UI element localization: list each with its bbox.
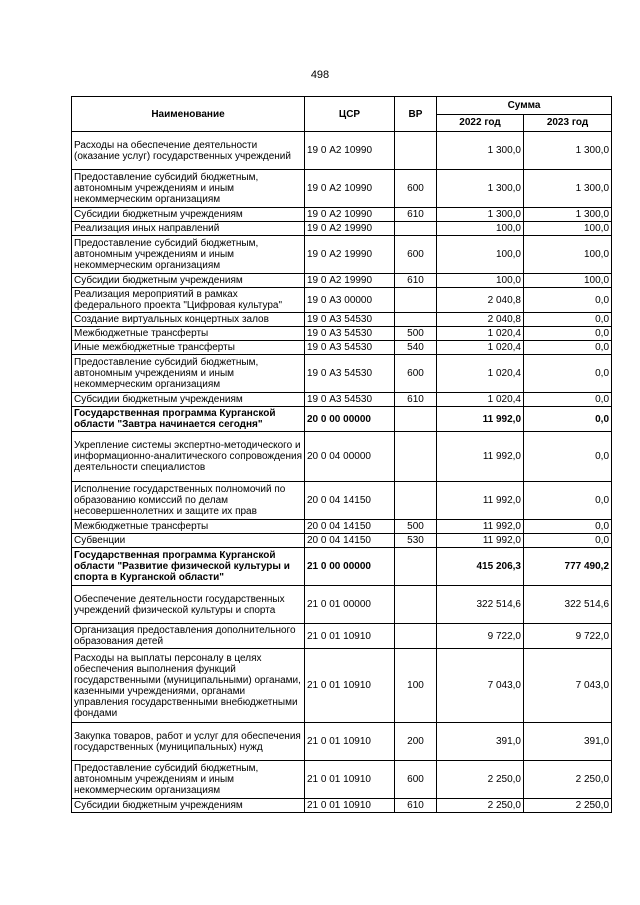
cell-2023: 0,0	[524, 341, 612, 355]
cell-vr	[395, 432, 437, 482]
cell-2022: 100,0	[437, 274, 524, 288]
cell-2022: 100,0	[437, 236, 524, 274]
header-csr: ЦСР	[305, 97, 395, 132]
table-row	[72, 432, 612, 482]
cell-2023: 1 300,0	[524, 170, 612, 208]
cell-name: Предоставление субсидий бюджетным, автономным учреждениям и иным некоммерческим организациям	[72, 761, 305, 799]
cell-2023: 2 250,0	[524, 799, 612, 813]
cell-2023: 1 300,0	[524, 208, 612, 222]
cell-csr: 19 0 А2 19990	[305, 236, 395, 274]
cell-vr	[395, 407, 437, 432]
table-row	[72, 393, 612, 407]
cell-2023: 1 300,0	[524, 132, 612, 170]
cell-name: Укрепление системы экспертно-методического и информационно-аналитического сопровождения деятельности специалистов	[72, 432, 305, 482]
cell-vr: 610	[395, 799, 437, 813]
cell-vr: 100	[395, 649, 437, 723]
header-name: Наименование	[72, 97, 305, 132]
table-row	[72, 723, 612, 761]
cell-name: Расходы на обеспечение деятельности (оказание услуг) государственных учреждений	[72, 132, 305, 170]
table-row	[72, 649, 612, 723]
table-row	[72, 799, 612, 813]
cell-2022: 1 020,4	[437, 341, 524, 355]
cell-2022: 2 250,0	[437, 799, 524, 813]
cell-name: Предоставление субсидий бюджетным, автономным учреждениям и иным некоммерческим организациям	[72, 170, 305, 208]
cell-csr: 21 0 00 00000	[305, 548, 395, 586]
cell-2022: 1 020,4	[437, 393, 524, 407]
cell-2022: 1 020,4	[437, 355, 524, 393]
cell-vr: 500	[395, 327, 437, 341]
cell-csr: 19 0 А3 54530	[305, 327, 395, 341]
cell-2022: 1 300,0	[437, 132, 524, 170]
cell-csr: 20 0 04 14150	[305, 534, 395, 548]
cell-csr: 19 0 А3 54530	[305, 341, 395, 355]
cell-name: Предоставление субсидий бюджетным, автономным учреждениям и иным некоммерческим организациям	[72, 355, 305, 393]
cell-csr: 21 0 01 10910	[305, 649, 395, 723]
cell-csr: 21 0 01 10910	[305, 799, 395, 813]
header-vr: ВР	[395, 97, 437, 132]
cell-csr: 19 0 А2 10990	[305, 170, 395, 208]
table-row	[72, 341, 612, 355]
cell-name: Субсидии бюджетным учреждениям	[72, 799, 305, 813]
table-row	[72, 761, 612, 799]
cell-2023: 100,0	[524, 222, 612, 236]
header-year-2022: 2022 год	[437, 114, 524, 132]
cell-2023: 0,0	[524, 482, 612, 520]
cell-2023: 0,0	[524, 355, 612, 393]
cell-2022: 9 722,0	[437, 624, 524, 649]
cell-vr	[395, 313, 437, 327]
cell-2023: 0,0	[524, 288, 612, 313]
table-row	[72, 132, 612, 170]
table-row	[72, 548, 612, 586]
cell-2022: 11 992,0	[437, 520, 524, 534]
table-row	[72, 534, 612, 548]
cell-2023: 777 490,2	[524, 548, 612, 586]
cell-vr: 530	[395, 534, 437, 548]
table-row	[72, 355, 612, 393]
table-row	[72, 407, 612, 432]
cell-vr: 610	[395, 208, 437, 222]
cell-2022: 11 992,0	[437, 534, 524, 548]
cell-csr: 20 0 04 14150	[305, 482, 395, 520]
cell-2023: 0,0	[524, 534, 612, 548]
cell-2023: 9 722,0	[524, 624, 612, 649]
cell-name: Государственная программа Курганской области "Завтра начинается сегодня"	[72, 407, 305, 432]
cell-2022: 11 992,0	[437, 407, 524, 432]
cell-2022: 415 206,3	[437, 548, 524, 586]
cell-name: Обеспечение деятельности государственных учреждений физической культуры и спорта	[72, 586, 305, 624]
cell-csr: 21 0 01 10910	[305, 624, 395, 649]
cell-vr	[395, 548, 437, 586]
cell-2022: 2 250,0	[437, 761, 524, 799]
cell-2023: 0,0	[524, 327, 612, 341]
cell-csr: 20 0 00 00000	[305, 407, 395, 432]
cell-2022: 322 514,6	[437, 586, 524, 624]
cell-csr: 21 0 01 10910	[305, 761, 395, 799]
cell-vr: 500	[395, 520, 437, 534]
cell-name: Субсидии бюджетным учреждениям	[72, 274, 305, 288]
cell-2022: 11 992,0	[437, 482, 524, 520]
cell-vr	[395, 132, 437, 170]
table-row	[72, 274, 612, 288]
cell-vr: 600	[395, 170, 437, 208]
cell-vr	[395, 586, 437, 624]
cell-2023: 391,0	[524, 723, 612, 761]
cell-2022: 1 020,4	[437, 327, 524, 341]
cell-2022: 2 040,8	[437, 313, 524, 327]
cell-name: Организация предоставления дополнительного образования детей	[72, 624, 305, 649]
cell-csr: 19 0 А2 10990	[305, 132, 395, 170]
cell-csr: 21 0 01 00000	[305, 586, 395, 624]
cell-2023: 100,0	[524, 236, 612, 274]
cell-name: Межбюджетные трансферты	[72, 520, 305, 534]
budget-table	[71, 96, 612, 813]
cell-name: Субвенции	[72, 534, 305, 548]
cell-csr: 20 0 04 14150	[305, 520, 395, 534]
cell-name: Государственная программа Курганской области "Развитие физической культуры и спорта в Курганской области"	[72, 548, 305, 586]
cell-2022: 2 040,8	[437, 288, 524, 313]
table-body	[72, 132, 612, 813]
cell-csr: 19 0 А2 19990	[305, 274, 395, 288]
header-sum: Сумма	[437, 97, 612, 115]
page-number: 498	[310, 69, 330, 81]
cell-vr: 540	[395, 341, 437, 355]
table-row	[72, 624, 612, 649]
cell-name: Межбюджетные трансферты	[72, 327, 305, 341]
header-year-2023: 2023 год	[524, 114, 612, 132]
cell-name: Иные межбюджетные трансферты	[72, 341, 305, 355]
cell-vr: 200	[395, 723, 437, 761]
cell-name: Создание виртуальных концертных залов	[72, 313, 305, 327]
cell-2022: 1 300,0	[437, 208, 524, 222]
table-row	[72, 288, 612, 313]
cell-name: Предоставление субсидий бюджетным, автономным учреждениям и иным некоммерческим организациям	[72, 236, 305, 274]
table-row	[72, 520, 612, 534]
cell-csr: 21 0 01 10910	[305, 723, 395, 761]
cell-vr: 610	[395, 393, 437, 407]
cell-vr	[395, 222, 437, 236]
cell-2023: 2 250,0	[524, 761, 612, 799]
cell-vr: 600	[395, 236, 437, 274]
table-row	[72, 222, 612, 236]
table-row	[72, 313, 612, 327]
cell-2023: 322 514,6	[524, 586, 612, 624]
cell-csr: 19 0 А3 00000	[305, 288, 395, 313]
cell-vr	[395, 288, 437, 313]
cell-name: Исполнение государственных полномочий по образованию комиссий по делам несовершеннолетних и защите их прав	[72, 482, 305, 520]
cell-csr: 20 0 04 00000	[305, 432, 395, 482]
table-row	[72, 170, 612, 208]
cell-name: Реализация иных направлений	[72, 222, 305, 236]
cell-csr: 19 0 А3 54530	[305, 355, 395, 393]
cell-csr: 19 0 А3 54530	[305, 393, 395, 407]
cell-name: Субсидии бюджетным учреждениям	[72, 393, 305, 407]
cell-csr: 19 0 А3 54530	[305, 313, 395, 327]
cell-csr: 19 0 А2 10990	[305, 208, 395, 222]
cell-2022: 391,0	[437, 723, 524, 761]
cell-2023: 0,0	[524, 432, 612, 482]
table-row	[72, 208, 612, 222]
cell-2023: 100,0	[524, 274, 612, 288]
cell-name: Закупка товаров, работ и услуг для обеспечения государственных (муниципальных) нужд	[72, 723, 305, 761]
cell-vr: 600	[395, 355, 437, 393]
cell-2023: 0,0	[524, 520, 612, 534]
cell-vr: 600	[395, 761, 437, 799]
cell-2023: 7 043,0	[524, 649, 612, 723]
cell-csr: 19 0 А2 19990	[305, 222, 395, 236]
cell-2022: 11 992,0	[437, 432, 524, 482]
cell-name: Реализация мероприятий в рамках федерального проекта "Цифровая культура"	[72, 288, 305, 313]
table-row	[72, 327, 612, 341]
cell-2022: 7 043,0	[437, 649, 524, 723]
cell-2022: 1 300,0	[437, 170, 524, 208]
cell-2023: 0,0	[524, 407, 612, 432]
cell-name: Субсидии бюджетным учреждениям	[72, 208, 305, 222]
cell-vr	[395, 482, 437, 520]
cell-vr	[395, 624, 437, 649]
table-row	[72, 236, 612, 274]
cell-vr: 610	[395, 274, 437, 288]
cell-2022: 100,0	[437, 222, 524, 236]
cell-2023: 0,0	[524, 393, 612, 407]
table-header	[72, 97, 612, 132]
table-row	[72, 482, 612, 520]
table-row	[72, 586, 612, 624]
cell-2023: 0,0	[524, 313, 612, 327]
cell-name: Расходы на выплаты персоналу в целях обеспечения выполнения функций государственными (муниципальными) органами, казенными учреждениями, органами управления государственными внебюджетными фондами	[72, 649, 305, 723]
